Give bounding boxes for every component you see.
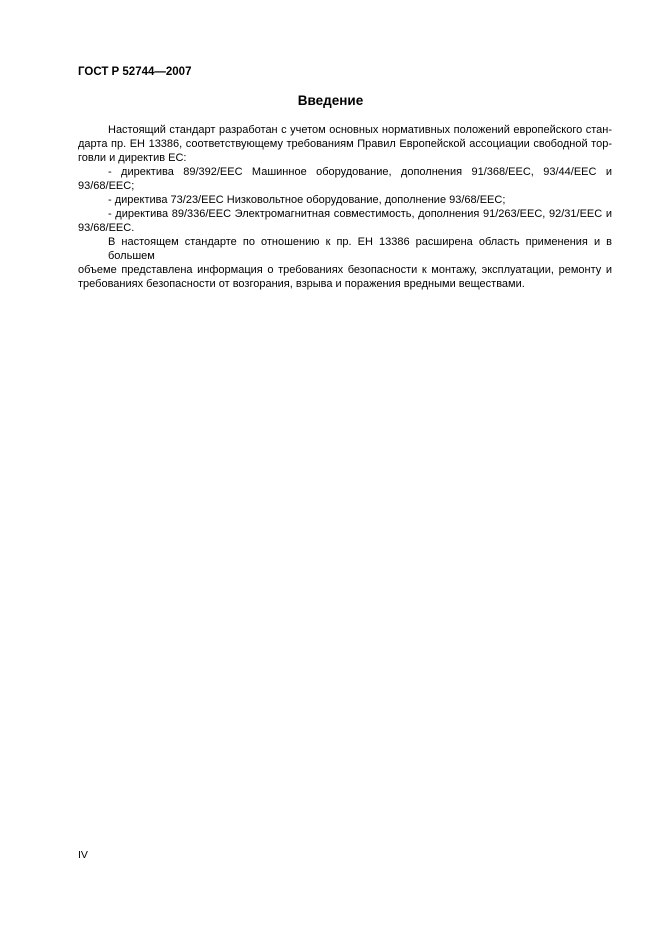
text-line: объеме представлена информация о требованиях безопасности к монтажу, эксплуатации, ремонту и [78,264,612,276]
text-line: говли и директив ЕС: [78,152,187,164]
document-header: ГОСТ Р 52744—2007 [78,66,192,78]
text-line: дарта пр. ЕН 13386, соответствующему требованиям Правил Европейской ассоциации свободной тор- [78,138,612,150]
text-line: 93/68/ЕЕС. [78,222,135,234]
text-line: В настоящем стандарте по отношению к пр. ЕН 13386 расширена область применения и в большем [108,236,612,262]
page-number: IV [78,849,88,861]
section-title: Введение [297,93,364,108]
text-line: 93/68/ЕЕС; [78,180,135,192]
text-line: - директива 89/336/ЕЕС Электромагнитная совместимость, дополнения 91/263/ЕЕС, 92/31/ЕЕС и [108,208,612,220]
text-line: требованиях безопасности от возгорания, взрыва и поражения вредными веществами. [78,278,525,290]
text-line: - директива 89/392/ЕЕС Машинное оборудование, дополнения 91/368/ЕЕС, 93/44/ЕЕС и [108,166,612,178]
text-line: Настоящий стандарт разработан с учетом основных нормативных положений европейского стан- [108,124,612,136]
text-line: - директива 73/23/ЕЕС Низковольтное оборудование, дополнение 93/68/ЕЕС; [108,194,506,206]
body-text [78,123,612,291]
